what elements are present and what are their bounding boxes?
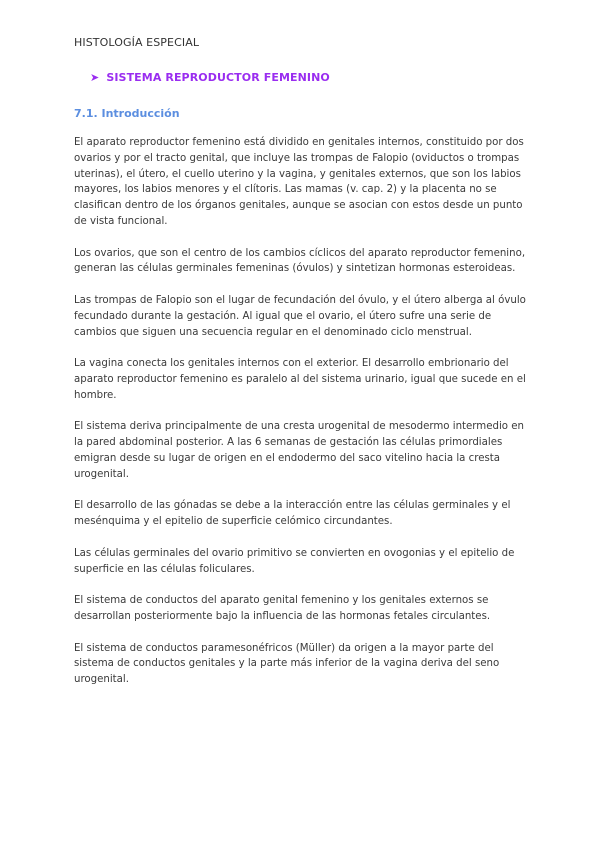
subsection-title: 7.1. Introducción [74, 107, 180, 120]
body-text [74, 135, 534, 704]
paragraph: El desarrollo de las gónadas se debe a la interacción entre las células germinales y el mesénquima y el epitelio de superficie celómico circundantes. [74, 500, 511, 528]
paragraph: El aparato reproductor femenino está dividido en genitales internos, constituido por dos ovarios y por el tracto genital, que incluye las trompas de Falopio (oviductos o trompas uterinas), el útero, el cuello uterino y la vagina, y genitales externos, que son los labios mayores, los labios menores y el clítoris. Las mamas (v. cap. 2) y la placenta no se clasifican dentro de los órganos genitales, aunque se asocian con estos desde un punto de vista funcional. [74, 137, 524, 227]
paragraph: La vagina conecta los genitales internos con el exterior. El desarrollo embrionario del aparato reproductor femenino es paralelo al del sistema urinario, igual que sucede en el hombre. [74, 358, 526, 401]
paragraph: El sistema de conductos paramesonéfricos (Müller) da origen a la mayor parte del sistema de conductos genitales y la parte más inferior de la vagina deriva del seno urogenital. [74, 642, 500, 686]
arrow-right-icon: ➤ [90, 71, 100, 84]
paragraph: El sistema de conductos del aparato genital femenino y los genitales externos se desarrollan posteriormente bajo la influencia de las hormonas fetales circulantes. [74, 595, 491, 622]
paragraph: Las trompas de Falopio son el lugar de fecundación del óvulo, y el útero alberga al óvulo fecundado durante la gestación. Al igual que el ovario, el útero sufre una serie de cambios que siguen una secuencia regular en el denominado ciclo menstrual. [74, 294, 526, 338]
paragraph: Los ovarios, que son el centro de los cambios cíclicos del aparato reproductor femenino, generan las células germinales femeninas (óvulos) y sintetizan hormonas esteroideas. [74, 247, 526, 275]
paragraph: El sistema deriva principalmente de una cresta urogenital de mesodermo intermedio en la pared abdominal posterior. A las 6 semanas de gestación las células primordiales emigran desde su lugar de origen en el endodermo del saco vitelino hacia la cresta urogenital. [74, 421, 524, 480]
paragraph: Las células germinales del ovario primitivo se convierten en ovogonias y el epitelio de superficie en las células foliculares. [74, 547, 515, 575]
running-header: HISTOLOGÍA ESPECIAL [74, 36, 200, 49]
section-title-text: SISTEMA REPRODUCTOR FEMENINO [106, 71, 330, 84]
section-title [90, 71, 330, 84]
